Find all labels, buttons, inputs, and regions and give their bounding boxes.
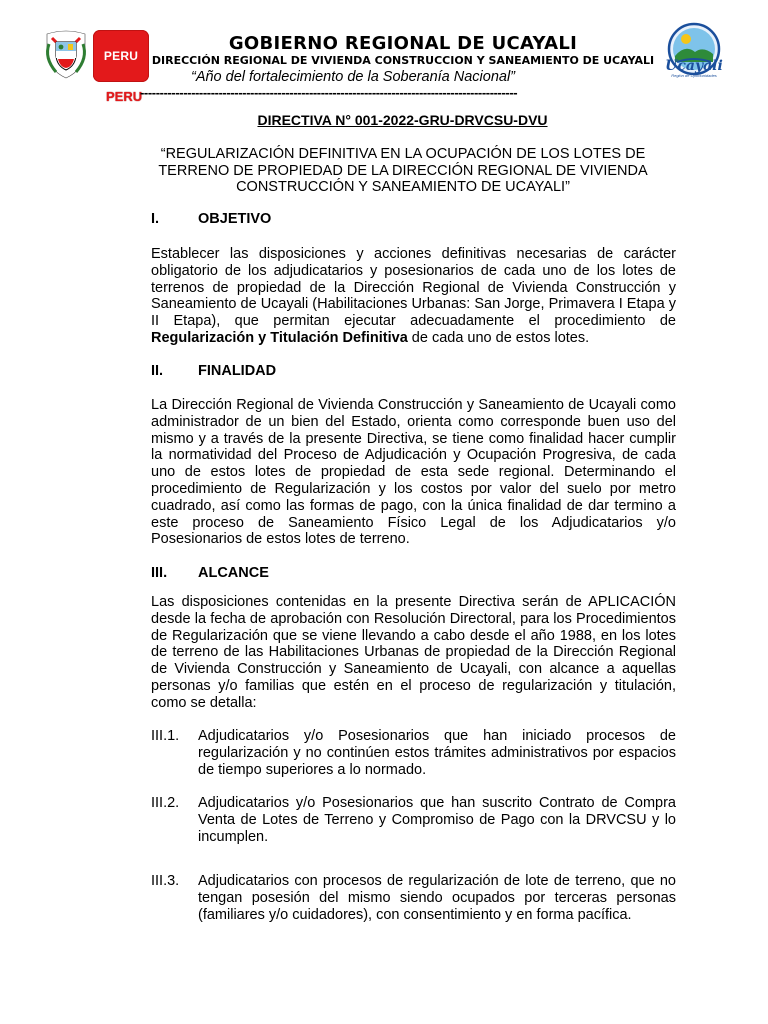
document-title: “REGULARIZACIÓN DEFINITIVA EN LA OCUPACIÓN DE LOS LOTES DE TERRENO DE PROPIEDAD DE LA DIRECCIÓN REGIONAL DE VIVIENDA CONSTRUCCIÓN Y SANEAMIENTO DE UCAYALI” xyxy=(158,146,648,195)
ucayali-logo-tagline: Región de Oportunidades xyxy=(671,73,717,78)
peru-coat-of-arms-icon xyxy=(40,30,92,82)
ucayali-logo-text: Ucayali xyxy=(665,58,723,74)
section-title: FINALIDAD xyxy=(198,363,277,379)
list-item-number: III.3. xyxy=(151,873,180,889)
list-item-text: Adjudicatarios y/o Posesionarios que han iniciado procesos de regularización y no continúen estos trámites administrativos por espacios de tiempo superiores a lo normado. xyxy=(198,728,676,778)
emphasis-text: Regularización y Titulación Definitiva xyxy=(151,329,408,346)
section-finalidad-text: La Dirección Regional de Vivienda Construcción y Saneamiento de Ucayali como administrador de un bien del Estado, orienta como corresponde buen uso del mismo y a través de la presente Directiva, se tiene como finalidad hacer cumplir la normatividad del Proceso de Adjudicación y Ocupación Progresiva, de cada uno de estos lotes de propiedad de esta sede regional. Determinando el procedimiento de Regularización y los costos por valor del suelo por metro cuadrado, así como las formas de pago, con la única finalidad de dar termino a este proceso de Saneamiento Físico Legal de los Adjudicatarios y/o Posesionarios de estos lotes de terreno. xyxy=(151,397,676,548)
section-number: II. xyxy=(151,363,164,379)
header-divider: ------------------------------------------------------------------------------------------------ xyxy=(140,85,518,100)
section-number: I. xyxy=(151,211,160,227)
section-objetivo-text: Establecer las disposiciones y acciones definitivas necesarias de carácter obligatorio de los adjudicatarios y posesionarios de cada uno de los lotes de terrenos de propiedad de la Dirección Regional de Vivienda Construcción y Saneamiento de Ucayali (Habilitaciones Urbanas: San Jorge, Primavera I Etapa y II Etapa), que permitan ejecutar adecuadamente el procedimiento de Regularización y Titulación Definitiva de cada uno de estos lotes. xyxy=(151,246,676,346)
list-item-text: Adjudicatarios y/o Posesionarios que han suscrito Contrato de Compra Venta de Lotes de Terreno y Compromiso de Pago con la DRVCSU y lo incumplen. xyxy=(198,795,676,845)
list-item-text: Adjudicatarios con procesos de regularización de lote de terreno, que no tengan posesión del mismo siendo ocupados por terceras personas (familiares y/o cuidadores), con consentimiento y en forma pacífica. xyxy=(198,873,676,923)
section-heading-alcance xyxy=(151,565,676,581)
section-heading-objetivo xyxy=(151,211,676,227)
year-motto: “Año del fortalecimiento de la Soberanía Nacional” xyxy=(190,69,516,85)
government-title: GOBIERNO REGIONAL DE UCAYALI xyxy=(228,33,578,54)
section-title: ALCANCE xyxy=(198,565,269,581)
peru-watermark-text: PERU xyxy=(106,89,143,104)
list-item-number: III.1. xyxy=(151,728,180,744)
list-item-number: III.2. xyxy=(151,795,180,811)
peru-badge: PERU xyxy=(93,30,149,82)
directive-number: DIRECTIVA N° 001-2022-GRU-DRVCSU-DVU xyxy=(257,112,548,128)
section-title: OBJETIVO xyxy=(198,211,272,227)
section-number: III. xyxy=(151,565,168,581)
section-alcance-text: Las disposiciones contenidas en la presente Directiva serán de APLICACIÓN desde la fecha de aprobación con Resolución Directoral, para los Procedimientos de Regularización que se viene llevando a cabo desde el año 1988, en los lotes de terreno de las Habilitaciones Urbanas de propiedad de la Dirección Regional de Vivienda Construcción y Saneamiento de Ucayali, con alcance a aquellas personas y/o familias que estén en el proceso de regularización y titulación, como se detalla: xyxy=(151,594,676,711)
government-subtitle: DIRECCIÓN REGIONAL DE VIVIENDA CONSTRUCCION Y SANEAMIENTO DE UCAYALI xyxy=(151,54,655,67)
section-heading-finalidad xyxy=(151,363,676,379)
